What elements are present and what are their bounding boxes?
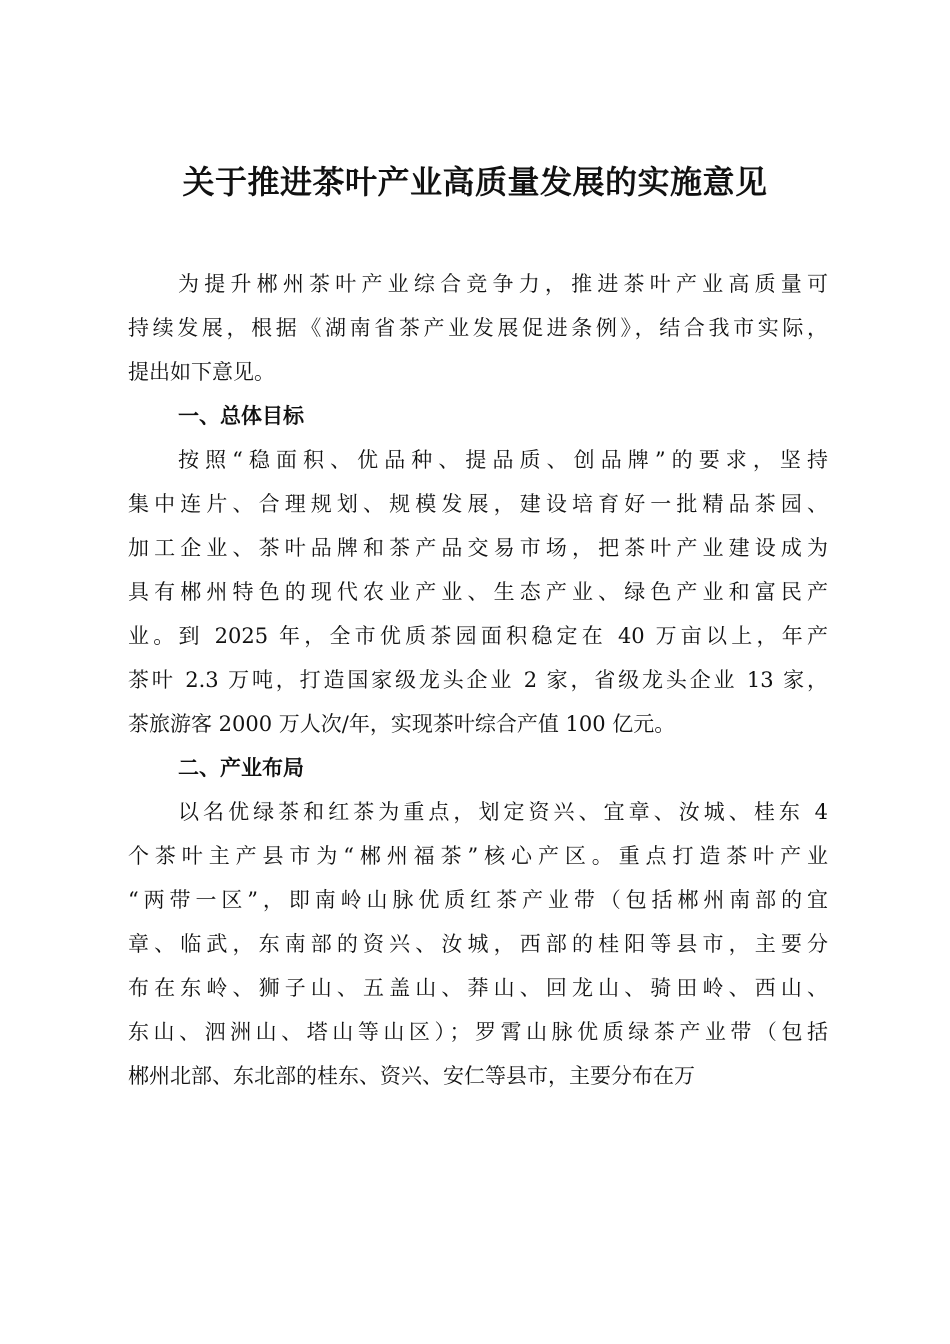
section-1-paragraph xyxy=(128,438,828,746)
section-heading-overall-goals: 一、总体目标 xyxy=(178,404,304,428)
section-2-line-1: 以名优绿茶和红茶为重点，划定资兴、宜章、汝城、桂东 4 xyxy=(178,800,828,824)
document-body xyxy=(128,262,828,1098)
section-1-line-1: 按照“稳面积、优品种、提品质、创品牌”的要求，坚持 xyxy=(178,448,828,472)
section-1-line-7: 茶旅游客 2000 万人次/年，实现茶叶综合产值 100 亿元。 xyxy=(128,712,676,736)
section-2-line-6: 东山、泗洲山、塔山等山区）；罗霄山脉优质绿茶产业带（包括 xyxy=(128,1020,828,1044)
section-2-paragraph xyxy=(128,790,828,1098)
section-1-line-2: 集中连片、合理规划、规模发展，建设培育好一批精品茶园、 xyxy=(128,492,828,516)
intro-line-1: 为提升郴州茶叶产业综合竞争力，推进茶叶产业高质量可 xyxy=(178,272,828,296)
section-1-line-3: 加工企业、茶叶品牌和茶产品交易市场，把茶叶产业建设成为 xyxy=(128,536,828,560)
section-heading-industry-layout: 二、产业布局 xyxy=(178,756,304,780)
section-2-line-2: 个茶叶主产县市为“郴州福茶”核心产区。重点打造茶叶产业 xyxy=(128,844,828,868)
section-1-line-5: 业。到 2025 年，全市优质茶园面积稳定在 40 万亩以上，年产 xyxy=(128,624,828,648)
section-2-line-5: 布在东岭、狮子山、五盖山、莽山、回龙山、骑田岭、西山、 xyxy=(128,976,828,1000)
section-2-line-3: “两带一区”，即南岭山脉优质红茶产业带（包括郴州南部的宜 xyxy=(128,888,828,912)
intro-paragraph xyxy=(128,262,828,394)
section-2-line-7: 郴州北部、东北部的桂东、资兴、安仁等县市，主要分布在万 xyxy=(128,1064,695,1088)
section-1-line-4: 具有郴州特色的现代农业产业、生态产业、绿色产业和富民产 xyxy=(128,580,828,604)
section-1-line-6: 茶叶 2.3 万吨，打造国家级龙头企业 2 家，省级龙头企业 13 家， xyxy=(128,668,828,692)
document-title: 关于推进茶叶产业高质量发展的实施意见 xyxy=(182,163,768,201)
section-2-line-4: 章、临武，东南部的资兴、汝城，西部的桂阳等县市，主要分 xyxy=(128,932,828,956)
intro-line-2: 持续发展，根据《湖南省茶产业发展促进条例》，结合我市实际， xyxy=(128,316,828,340)
intro-line-3: 提出如下意见。 xyxy=(128,360,275,384)
